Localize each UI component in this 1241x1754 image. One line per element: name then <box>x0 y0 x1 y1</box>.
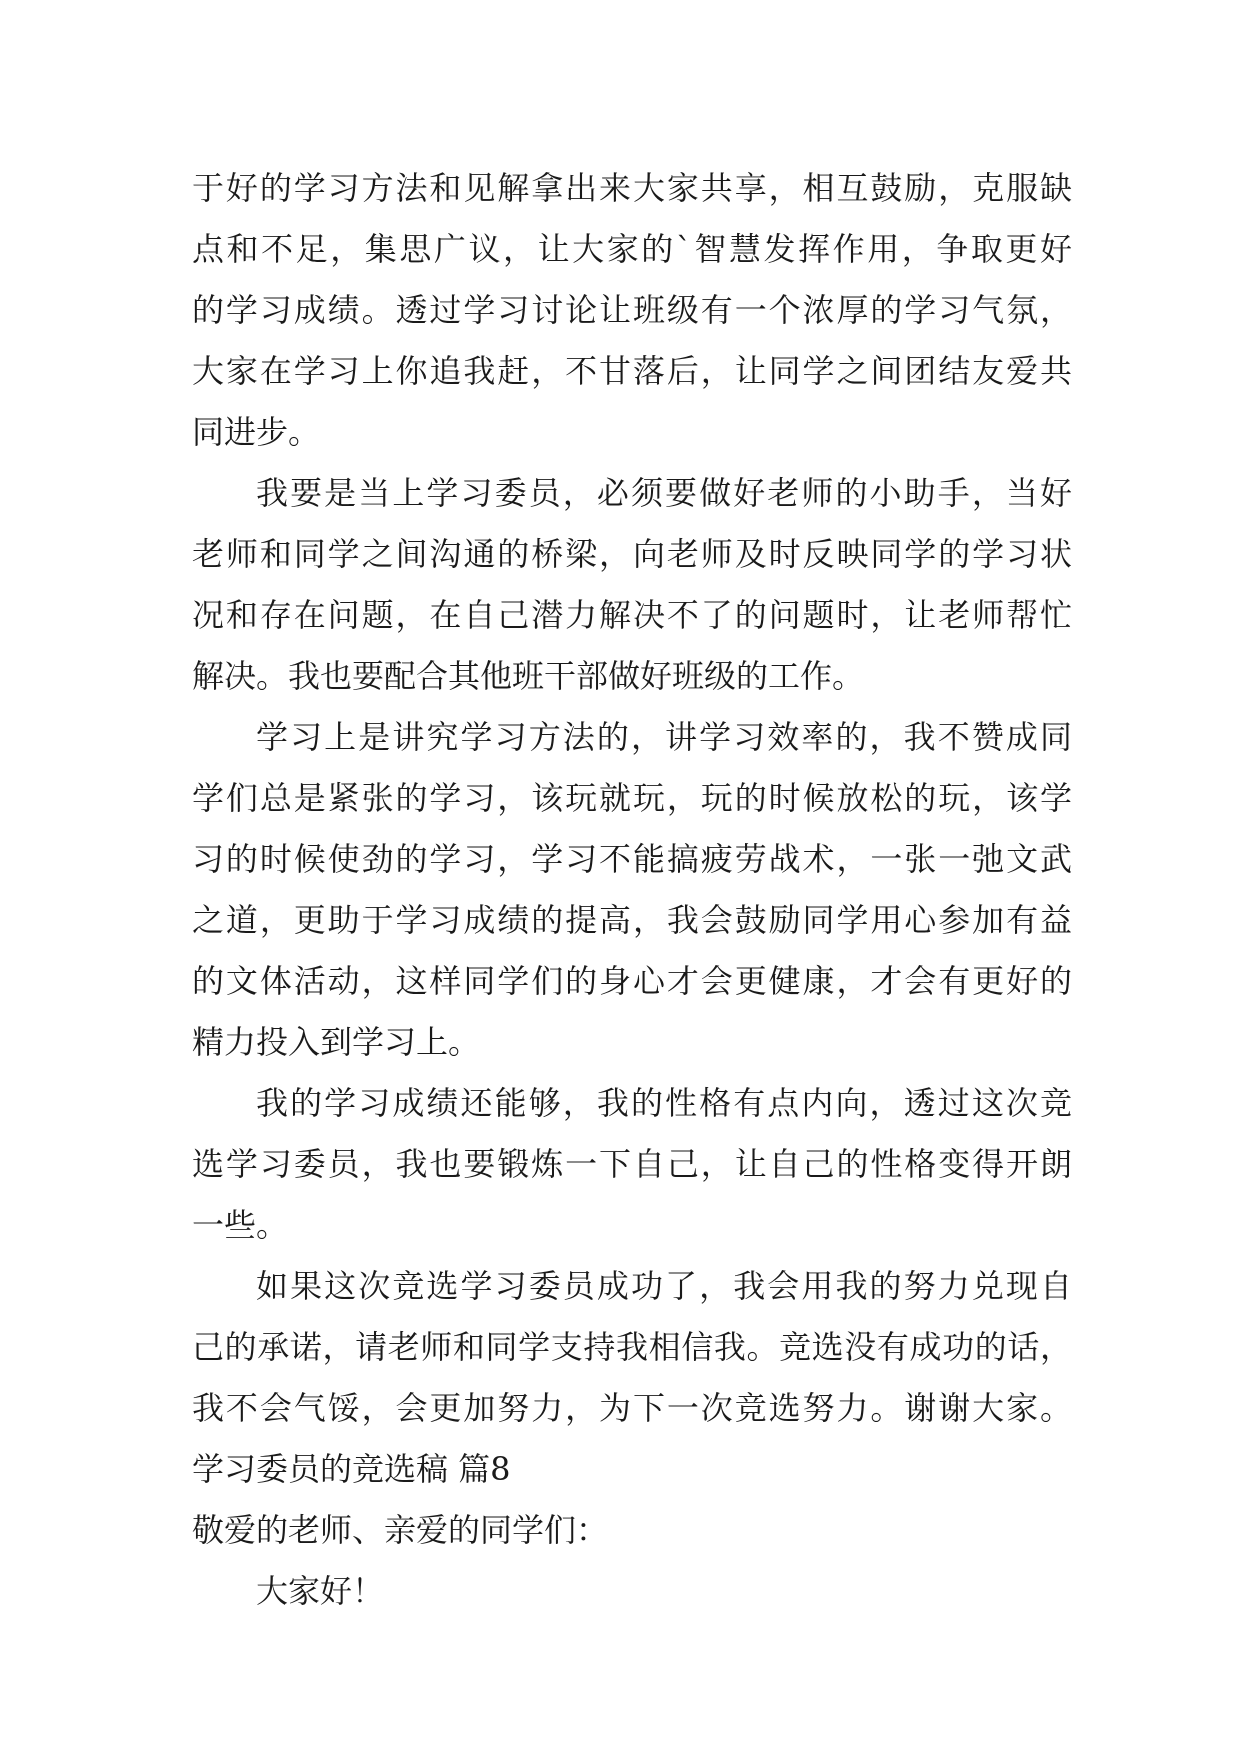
text-line: 同进步。 <box>192 413 321 451</box>
text-line: 我的学习成绩还能够，我的性格有点内向，透过这次竞 <box>256 1084 1072 1122</box>
text-line: 我要是当上学习委员，必须要做好老师的小助手，当好 <box>256 474 1072 512</box>
text-line: 选学习委员，我也要锻炼一下自己，让自己的性格变得开朗 <box>192 1145 1072 1183</box>
text-line: 老师和同学之间沟通的桥梁，向老师及时反映同学的学习状 <box>192 535 1072 573</box>
paragraph <box>192 463 1072 707</box>
text-line: 一些。 <box>192 1206 289 1244</box>
section-heading: 学习委员的竞选稿 篇8 <box>192 1450 511 1488</box>
text-line: 如果这次竞选学习委员成功了，我会用我的努力兑现自 <box>256 1267 1072 1305</box>
text-line: 精力投入到学习上。 <box>192 1023 481 1061</box>
text-line: 我不会气馁，会更加努力，为下一次竞选努力。谢谢大家。 <box>192 1389 1072 1427</box>
text-line: 的学习成绩。透过学习讨论让班级有一个浓厚的学习气氛， <box>192 291 1072 329</box>
text-line: 学们总是紧张的学习，该玩就玩，玩的时候放松的玩，该学 <box>192 779 1072 817</box>
text-line: 况和存在问题，在自己潜力解决不了的问题时，让老师帮忙 <box>192 596 1072 634</box>
paragraph <box>192 1256 1072 1439</box>
text-line: 的文体活动，这样同学们的身心才会更健康，才会有更好的 <box>192 962 1072 1000</box>
text-line: 学习上是讲究学习方法的，讲学习效率的，我不赞成同 <box>256 718 1072 756</box>
paragraph <box>192 707 1072 1073</box>
text-line: 解决。我也要配合其他班干部做好班级的工作。 <box>192 657 865 695</box>
salutation: 敬爱的老师、亲爱的同学们： <box>192 1511 609 1549</box>
text-line: 于好的学习方法和见解拿出来大家共享，相互鼓励，克服缺 <box>192 169 1072 207</box>
text-line: 之道，更助于学习成绩的提高，我会鼓励同学用心参加有益 <box>192 901 1072 939</box>
text-line: 习的时候使劲的学习，学习不能搞疲劳战术，一张一弛文武 <box>192 840 1072 878</box>
paragraph <box>192 1073 1072 1256</box>
paragraph <box>192 158 1072 463</box>
text-line: 点和不足，集思广议，让大家的`智慧发挥作用，争取更好 <box>192 230 1072 268</box>
text-line: 己的承诺，请老师和同学支持我相信我。竞选没有成功的话， <box>192 1328 1072 1366</box>
text-line: 大家在学习上你追我赶，不甘落后，让同学之间团结友爱共 <box>192 352 1072 390</box>
document-body <box>192 158 1072 1622</box>
greeting: 大家好！ <box>256 1572 385 1610</box>
